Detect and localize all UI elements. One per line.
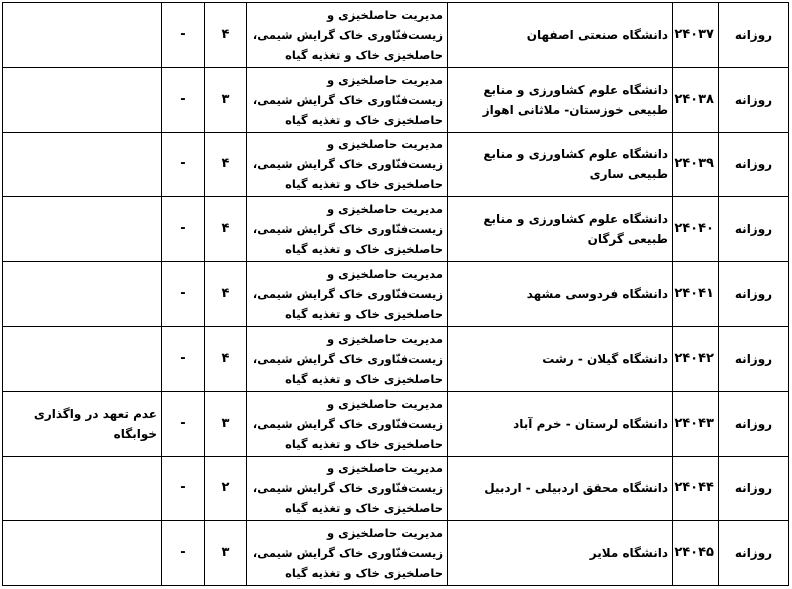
university-cell: دانشگاه علوم کشاورزی و منابع طبیعی خوزستان- ملاثانی اهواز <box>448 67 673 132</box>
program-code-cell: ۲۴۰۳۷ <box>673 3 719 68</box>
program-code-cell: ۲۴۰۳۸ <box>673 67 719 132</box>
secondary-capacity-cell: - <box>162 391 205 456</box>
table-row <box>3 326 789 391</box>
university-cell: دانشگاه گیلان - رشت <box>448 326 673 391</box>
table-row <box>3 456 789 521</box>
notes-cell <box>3 456 162 521</box>
university-cell: دانشگاه فردوسی مشهد <box>448 262 673 327</box>
field-of-study-cell: مدیریت حاصلخیزی و زیست‌فنّاوری خاک گرایش شیمی، حاصلخیزی خاک و تغذیه گیاه <box>247 391 448 456</box>
course-type-cell: روزانه <box>719 262 789 327</box>
capacity-cell: ۴ <box>205 326 247 391</box>
admissions-table <box>2 2 789 586</box>
table-row <box>3 67 789 132</box>
capacity-cell: ۳ <box>205 67 247 132</box>
field-of-study-cell: مدیریت حاصلخیزی و زیست‌فنّاوری خاک گرایش شیمی، حاصلخیزی خاک و تغذیه گیاه <box>247 67 448 132</box>
secondary-capacity-cell: - <box>162 262 205 327</box>
field-of-study-cell: مدیریت حاصلخیزی و زیست‌فنّاوری خاک گرایش شیمی، حاصلخیزی خاک و تغذیه گیاه <box>247 197 448 262</box>
capacity-cell: ۳ <box>205 391 247 456</box>
program-code-cell: ۲۴۰۴۱ <box>673 262 719 327</box>
notes-cell <box>3 326 162 391</box>
course-type-cell: روزانه <box>719 132 789 197</box>
program-code-cell: ۲۴۰۴۳ <box>673 391 719 456</box>
program-code-cell: ۲۴۰۴۴ <box>673 456 719 521</box>
course-type-cell: روزانه <box>719 326 789 391</box>
course-type-cell: روزانه <box>719 391 789 456</box>
notes-cell <box>3 3 162 68</box>
university-cell: دانشگاه محقق اردبیلی - اردبیل <box>448 456 673 521</box>
secondary-capacity-cell: - <box>162 456 205 521</box>
field-of-study-cell: مدیریت حاصلخیزی و زیست‌فنّاوری خاک گرایش شیمی، حاصلخیزی خاک و تغذیه گیاه <box>247 326 448 391</box>
field-of-study-cell: مدیریت حاصلخیزی و زیست‌فنّاوری خاک گرایش شیمی، حاصلخیزی خاک و تغذیه گیاه <box>247 132 448 197</box>
course-type-cell: روزانه <box>719 521 789 586</box>
notes-cell <box>3 262 162 327</box>
table-row <box>3 197 789 262</box>
table-row <box>3 262 789 327</box>
table-row <box>3 3 789 68</box>
capacity-cell: ۲ <box>205 456 247 521</box>
program-code-cell: ۲۴۰۳۹ <box>673 132 719 197</box>
notes-cell <box>3 132 162 197</box>
table-row <box>3 391 789 456</box>
secondary-capacity-cell: - <box>162 521 205 586</box>
university-cell: دانشگاه صنعتی اصفهان <box>448 3 673 68</box>
secondary-capacity-cell: - <box>162 326 205 391</box>
university-cell: دانشگاه علوم کشاورزی و منابع طبیعی گرگان <box>448 197 673 262</box>
capacity-cell: ۴ <box>205 132 247 197</box>
university-cell: دانشگاه ملایر <box>448 521 673 586</box>
field-of-study-cell: مدیریت حاصلخیزی و زیست‌فنّاوری خاک گرایش شیمی، حاصلخیزی خاک و تغذیه گیاه <box>247 521 448 586</box>
admissions-table-body <box>3 3 789 586</box>
field-of-study-cell: مدیریت حاصلخیزی و زیست‌فنّاوری خاک گرایش شیمی، حاصلخیزی خاک و تغذیه گیاه <box>247 262 448 327</box>
course-type-cell: روزانه <box>719 456 789 521</box>
university-cell: دانشگاه لرستان - خرم آباد <box>448 391 673 456</box>
university-cell: دانشگاه علوم کشاورزی و منابع طبیعی ساری <box>448 132 673 197</box>
table-row <box>3 132 789 197</box>
course-type-cell: روزانه <box>719 3 789 68</box>
secondary-capacity-cell: - <box>162 3 205 68</box>
capacity-cell: ۴ <box>205 262 247 327</box>
notes-cell <box>3 197 162 262</box>
field-of-study-cell: مدیریت حاصلخیزی و زیست‌فنّاوری خاک گرایش شیمی، حاصلخیزی خاک و تغذیه گیاه <box>247 3 448 68</box>
program-code-cell: ۲۴۰۴۵ <box>673 521 719 586</box>
program-code-cell: ۲۴۰۴۰ <box>673 197 719 262</box>
capacity-cell: ۳ <box>205 521 247 586</box>
table-row <box>3 521 789 586</box>
notes-cell: عدم تعهد در واگذاری خوابگاه <box>3 391 162 456</box>
notes-cell <box>3 521 162 586</box>
field-of-study-cell: مدیریت حاصلخیزی و زیست‌فنّاوری خاک گرایش شیمی، حاصلخیزی خاک و تغذیه گیاه <box>247 456 448 521</box>
secondary-capacity-cell: - <box>162 67 205 132</box>
notes-cell <box>3 67 162 132</box>
secondary-capacity-cell: - <box>162 132 205 197</box>
capacity-cell: ۴ <box>205 3 247 68</box>
capacity-cell: ۴ <box>205 197 247 262</box>
course-type-cell: روزانه <box>719 197 789 262</box>
course-type-cell: روزانه <box>719 67 789 132</box>
secondary-capacity-cell: - <box>162 197 205 262</box>
program-code-cell: ۲۴۰۴۲ <box>673 326 719 391</box>
